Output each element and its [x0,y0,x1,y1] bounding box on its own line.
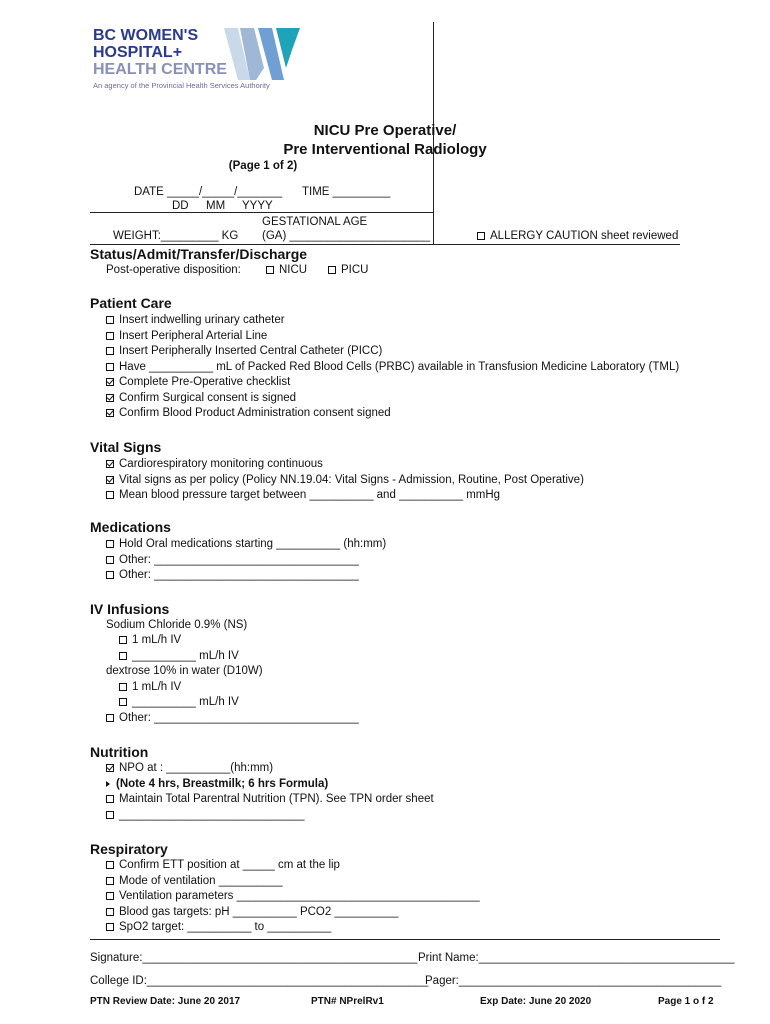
patient-care-item-label: Insert Peripheral Arterial Line [119,329,268,342]
weight-field[interactable]: WEIGHT:_________ KG [113,230,239,242]
signature-top-rule [90,939,720,940]
checkbox-icon[interactable] [106,923,114,931]
respiratory-item[interactable] [106,859,340,871]
footer-review-date: PTN Review Date: June 20 2017 [90,996,241,1007]
checkbox-icon[interactable] [106,491,114,499]
time-field[interactable]: TIME _________ [302,186,391,198]
respiratory-item-label: Mode of ventilation __________ [119,874,283,887]
patient-care-item[interactable] [106,345,382,357]
vital-signs-item[interactable] [106,489,500,501]
patient-care-item-label: Confirm Surgical consent is signed [119,391,297,404]
date-mm-label: MM [206,200,226,212]
respiratory-item[interactable] [106,921,331,933]
medication-item-label: Hold Oral medications starting __________ (hh:mm) [119,538,387,550]
logo-line-3: HEALTH CENTRE [93,61,227,78]
status-heading: Status/Admit/Transfer/Discharge [90,246,308,262]
print-name-field[interactable]: Print Name:________________________________________ [418,952,735,964]
ns-option-1[interactable]: 1 mL/h IV [119,634,181,646]
checkbox-icon[interactable] [106,861,114,869]
npo-note: (Note 4 hrs, Breastmilk; 6 hrs Formula) [106,778,328,790]
respiratory-item-label: Ventilation parameters ______________________________________ [119,890,480,902]
nutrition-heading: Nutrition [90,744,149,760]
allergy-caution-checkbox[interactable]: ALLERGY CAUTION sheet reviewed [477,230,678,242]
respiratory-item-label: SpO2 target: __________ to __________ [119,921,332,933]
respiratory-item[interactable] [106,890,480,902]
checkbox-icon[interactable] [328,266,336,274]
checkbox-icon[interactable] [106,764,114,772]
disposition-nicu[interactable]: NICU [266,264,307,276]
vital-signs-item-label: Vital signs as per policy (Policy NN.19.04: Vital Signs - Admission, Routine, Post Operative) [119,473,584,486]
vital-signs-item-label: Cardiorespiratory monitoring continuous [119,458,323,470]
checkbox-icon[interactable] [106,363,114,371]
checked-checkbox-icon[interactable] [106,409,114,417]
respiratory-heading: Respiratory [90,841,168,857]
logo-line-2: HOSPITAL+ [93,44,183,61]
respiratory-item-label: Confirm ETT position at _____ cm at the lip [119,859,340,871]
checkbox-icon[interactable] [119,698,127,706]
vital-signs-heading: Vital Signs [90,439,162,455]
tpn-item[interactable]: Maintain Total Parentral Nutrition (TPN). See TPN order sheet [106,793,434,805]
d10w-option-1[interactable]: 1 mL/h IV [119,681,181,693]
medication-item[interactable] [106,569,359,581]
iv-other[interactable]: Other: ________________________________ [106,712,359,724]
medications-heading: Medications [90,519,171,535]
checked-checkbox-icon[interactable] [106,460,114,468]
checkbox-icon[interactable] [106,908,114,916]
nutrition-blank-item[interactable]: _____________________________ [106,809,304,821]
checked-checkbox-icon[interactable] [106,476,114,484]
d10w-option-2[interactable]: __________ mL/h IV [119,696,239,708]
checkbox-icon[interactable] [266,266,274,274]
pager-field[interactable]: Pager:_________________________________________ [425,975,722,987]
form-title-line-1: NICU Pre Operative/ [313,122,457,139]
respiratory-item-label: Blood gas targets: pH __________ PCO2 __________ [119,905,399,918]
checkbox-icon[interactable] [106,714,114,722]
footer-ptn-number: PTN# NPrelRv1 [311,996,384,1007]
checkbox-icon[interactable] [119,683,127,691]
disposition-label: Post-operative disposition: [106,264,241,276]
header-bottom-rule [90,244,680,245]
checkbox-icon[interactable] [106,316,114,324]
checkbox-icon[interactable] [106,892,114,900]
footer-exp-date: Exp Date: June 20 2020 [480,996,592,1007]
gestational-age-label: GESTATIONAL AGE [262,216,368,228]
checked-checkbox-icon[interactable] [106,394,114,402]
patient-care-item-label: Insert indwelling urinary catheter [119,314,285,326]
checkbox-icon[interactable] [106,347,114,355]
respiratory-item[interactable] [106,906,398,918]
patient-care-item-label: Insert Peripherally Inserted Central Catheter (PICC) [119,345,383,357]
vital-signs-item[interactable] [106,458,323,470]
logo-line-1: BC WOMEN'S [93,27,199,44]
npo-item[interactable]: NPO at : __________(hh:mm) [106,762,273,774]
date-yyyy-label: YYYY [242,200,273,212]
form-title-line-2: Pre Interventional Radiology [283,141,487,158]
patient-care-heading: Patient Care [90,295,172,311]
patient-care-item[interactable] [106,407,391,419]
disposition-picu[interactable]: PICU [328,264,368,276]
college-id-field[interactable]: College ID:____________________________________________ [90,975,429,987]
signature-field[interactable]: Signature:___________________________________________ [90,952,418,964]
patient-care-item[interactable] [106,392,296,404]
respiratory-item[interactable] [106,875,283,887]
logo-w-icon [224,28,300,80]
checkbox-icon[interactable] [106,811,114,819]
ns-label: Sodium Chloride 0.9% (NS) [106,619,248,631]
date-dd-label: DD [172,200,189,212]
medication-item-label: Other: ________________________________ [119,553,359,566]
checkbox-icon[interactable] [106,795,114,803]
checkbox-icon[interactable] [106,540,114,548]
checkbox-icon[interactable] [119,652,127,660]
vital-signs-item-label: Mean blood pressure target between __________ and __________ mmHg [119,489,501,501]
gestational-age-field[interactable]: (GA) ______________________ [262,230,431,242]
iv-infusions-heading: IV Infusions [90,601,170,617]
patient-care-item[interactable] [106,376,290,388]
checkbox-icon[interactable] [119,636,127,644]
medication-item[interactable] [106,554,359,566]
patient-care-item-label: Have __________ mL of Packed Red Blood Cells (PRBC) available in Transfusion Medicine Laboratory (TML) [119,360,680,373]
arrow-right-icon [106,781,110,787]
patient-care-item-label: Confirm Blood Product Administration consent signed [119,407,391,419]
footer-page-number: Page 1 o f 2 [658,996,714,1007]
patient-care-item-label: Complete Pre-Operative checklist [119,376,291,388]
checked-checkbox-icon[interactable] [106,378,114,386]
checkbox-icon[interactable] [106,332,114,340]
logo-tagline: An agency of the Provincial Health Services Authority [93,81,270,90]
checkbox-icon[interactable] [106,556,114,564]
medication-item[interactable] [106,538,386,550]
ns-option-2[interactable]: __________ mL/h IV [119,650,239,662]
date-field[interactable]: DATE _____/_____/_______ [134,186,283,198]
header-rule [90,212,433,213]
vital-signs-item[interactable] [106,474,584,486]
patient-care-item[interactable] [106,330,267,342]
medication-item-label: Other: ________________________________ [119,569,359,581]
d10w-label: dextrose 10% in water (D10W) [106,665,263,677]
checkbox-icon[interactable] [106,571,114,579]
checkbox-icon[interactable] [106,877,114,885]
checkbox-icon[interactable] [477,232,485,240]
patient-care-item[interactable] [106,361,679,373]
page-indicator: (Page 1 of 2) [228,160,298,172]
patient-care-item[interactable] [106,314,285,326]
